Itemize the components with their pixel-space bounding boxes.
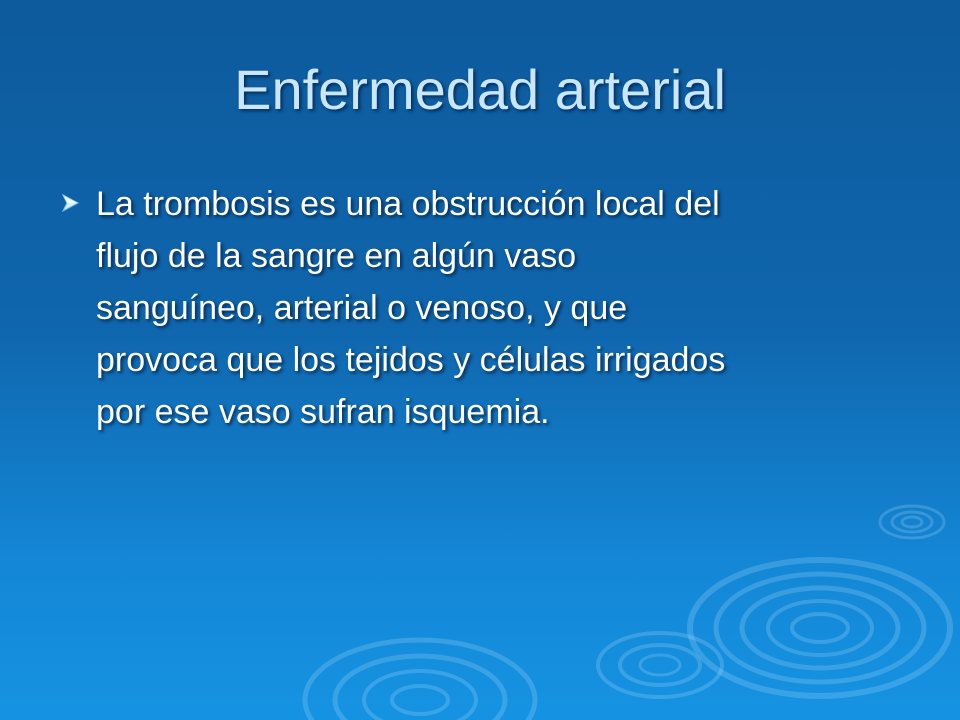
bullet-text-line: por ese vaso sufran isquemia. xyxy=(96,393,550,431)
bullet-list xyxy=(60,178,920,438)
bullet-text-line: La trombosis es una obstrucción local del xyxy=(96,185,720,223)
arrow-bullet-icon xyxy=(60,192,82,214)
bullet-text-line: sanguíneo, arterial o venoso, y que xyxy=(96,289,628,327)
slide-title: Enfermedad arterial xyxy=(234,58,726,121)
bullet-text-line: provoca que los tejidos y células irrigados xyxy=(96,341,726,379)
bullet-item xyxy=(60,178,920,438)
bullet-text-line: flujo de la sangre en algún vaso xyxy=(96,237,577,275)
